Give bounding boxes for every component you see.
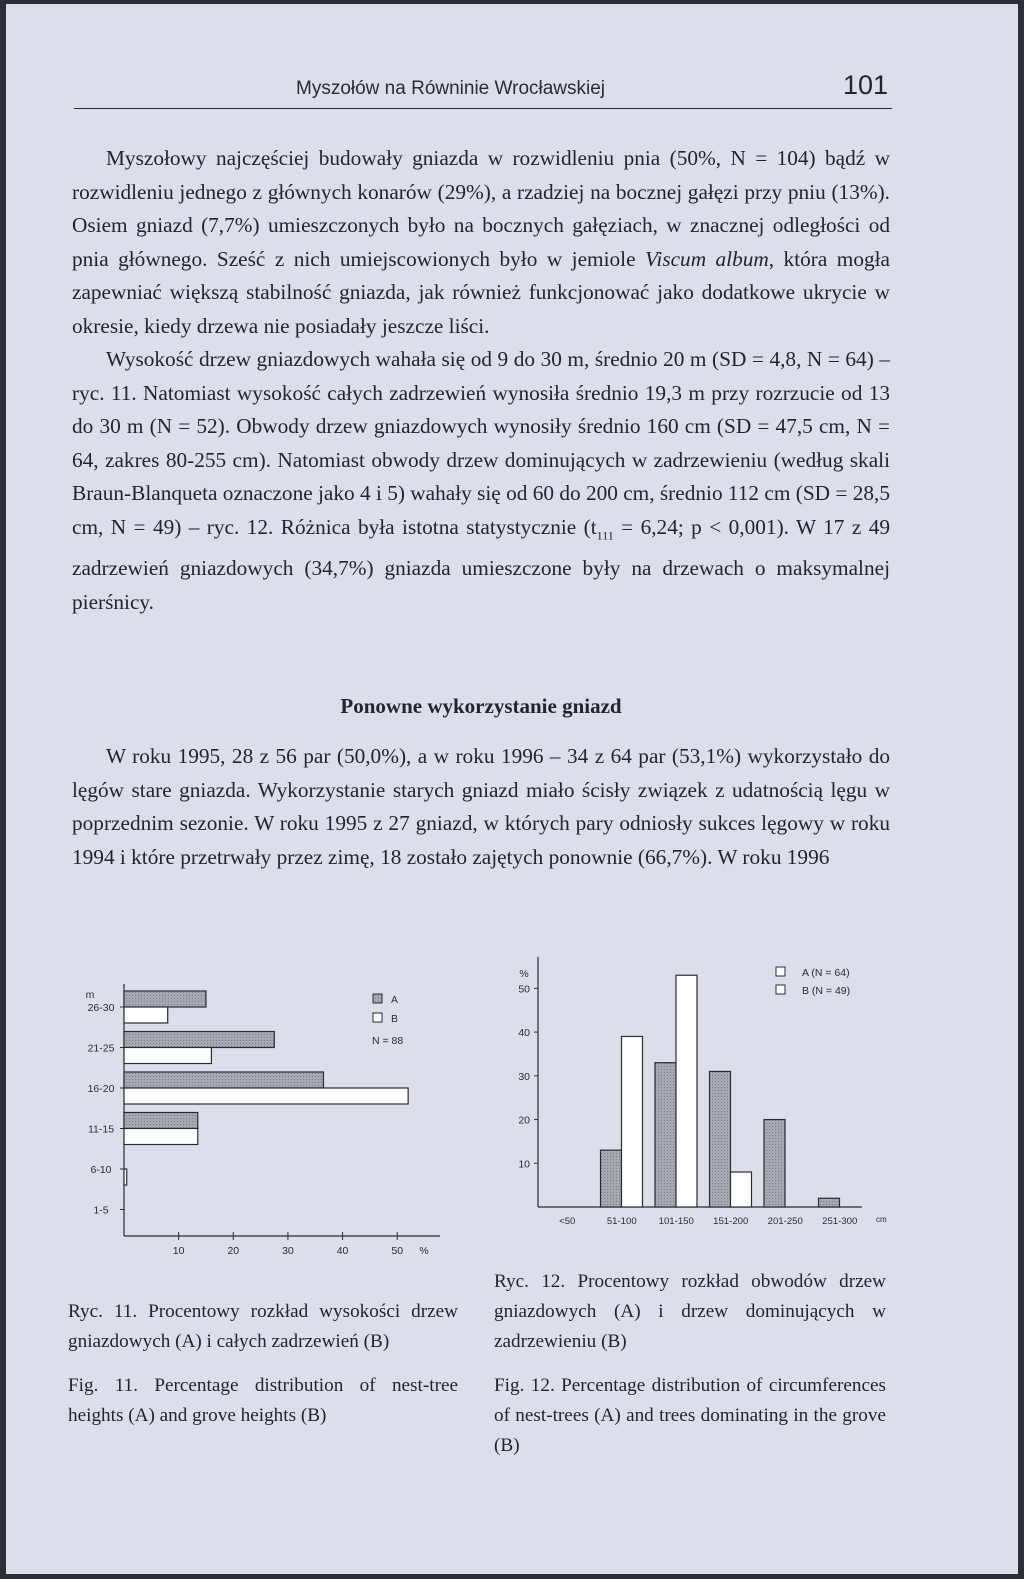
bar-series-a bbox=[601, 1150, 622, 1207]
x-tick-label: <50 bbox=[559, 1216, 576, 1227]
bar-series-b bbox=[731, 1172, 752, 1207]
y-tick-label: 11-15 bbox=[87, 1123, 115, 1136]
bar-series-b bbox=[124, 1129, 198, 1145]
legend-label-a: A (N = 64) bbox=[802, 967, 850, 979]
x-tick-label: 20 bbox=[227, 1245, 240, 1257]
y-tick-label: 26-30 bbox=[87, 1002, 115, 1014]
x-tick-label: 10 bbox=[172, 1245, 185, 1257]
legend-swatch-a bbox=[776, 967, 785, 976]
bar-series-b bbox=[676, 975, 697, 1207]
x-axis-unit-label: cm bbox=[876, 1215, 887, 1224]
bar-series-a bbox=[124, 1032, 274, 1048]
bar-series-b bbox=[124, 1169, 127, 1185]
bar-series-a bbox=[710, 1071, 731, 1207]
x-tick-label: 201-250 bbox=[767, 1216, 803, 1227]
species-name: Viscum album bbox=[644, 246, 769, 271]
y-tick-label: 30 bbox=[518, 1070, 530, 1083]
paragraph-2-text: Wysokość drzew gniazdowych wahała się od 9 do 30 m, średnio 20 m (SD = 4,8, N = 64) – ryc. 11. Natomiast wysokość całych zadrzewień wynosiła średnio 19,3 m przy rozrzucie od 13 do 30 m (N = 52). Obwody drzew gniazdowych wynosiły średnio 160 cm (SD = 47,5 cm, N = 64, zakres 80-255 cm). Natomiast obwody drzew dominujących w zadrzewieniu (według skali Braun-Blanqueta oznaczone jako 4 i 5) wahały się od 60 do 200 cm, średnio 112 cm (SD = 28,5 cm, N = 49) – ryc. 12. Różnica była istotna statystycznie (t bbox=[72, 347, 890, 539]
bar-series-b bbox=[124, 1007, 168, 1023]
page-number: 101 bbox=[842, 70, 888, 100]
y-axis-unit-label: m bbox=[85, 989, 95, 1001]
running-head-title: Myszołów na Równinie Wrocławskiej bbox=[296, 78, 606, 99]
figure-12-caption bbox=[494, 1267, 886, 1461]
figure-11-caption bbox=[68, 1297, 458, 1431]
y-tick-label: 1-5 bbox=[93, 1204, 109, 1217]
paragraph-1-end: , która mogła zapewniać większą stabilność gniazda, jak również funkcjonować jako dodatkowe ukrycie w okresie, kiedy drzewa nie posiadały jeszcze liści. bbox=[72, 246, 890, 338]
bar-series-a bbox=[124, 991, 206, 1007]
x-tick-label: 50 bbox=[391, 1245, 404, 1257]
paragraph-3: W roku 1995, 28 z 56 par (50,0%), a w roku 1996 – 34 z 64 par (53,1%) wykorzystało do lęgów stare gniazda. Wykorzystanie starych gniazd miało ścisły związek z udatnością lęgu w poprzednim sezonie. W roku 1995 z 27 gniazd, w których pary odniosły sukces lęgowy w roku 1994 i które przetrwały przez zimę, 18 zostało zajętych ponownie (66,7%). W roku 1996 bbox=[72, 744, 890, 869]
y-tick-label: 50 bbox=[518, 983, 530, 996]
x-tick-label: 40 bbox=[336, 1245, 349, 1257]
page bbox=[6, 4, 1018, 1574]
legend-label-b: B bbox=[391, 1013, 399, 1025]
y-axis-unit-label: % bbox=[519, 968, 529, 980]
legend-swatch-b bbox=[373, 1013, 382, 1022]
body-text bbox=[72, 142, 890, 619]
bar-series-b bbox=[124, 1088, 408, 1104]
legend-label-b: B (N = 49) bbox=[802, 985, 851, 997]
y-tick-label: 20 bbox=[518, 1114, 530, 1127]
x-tick-label: 30 bbox=[282, 1245, 294, 1257]
figure-12-chart bbox=[490, 949, 890, 1234]
legend-swatch-b bbox=[776, 985, 785, 994]
y-tick-label: 6-10 bbox=[90, 1164, 112, 1176]
paragraph-2-end: = 6,24; p < 0,001). W 17 z 49 zadrzewień gniazdowych (34,7%) gniazda umieszczone były na drzewach o maksymalnej pierśnicy. bbox=[72, 514, 890, 614]
x-axis-unit-label: % bbox=[419, 1245, 429, 1257]
x-tick-label: 101-150 bbox=[658, 1216, 694, 1227]
bar-series-b bbox=[622, 1036, 643, 1207]
legend-label-a: A bbox=[391, 994, 399, 1006]
section-title: Ponowne wykorzystanie gniazd bbox=[340, 694, 622, 718]
figure-11-caption-en: Fig. 11. Percentage distribution of nest-tree heights (A) and grove heights (B) bbox=[68, 1375, 458, 1426]
paragraph-1-text: Myszołowy najczęściej budowały gniazda w rozwidleniu pnia (50%, N = 104) bądź w rozwidleniu jednego z głównych konarów (29%), a rzadziej na bocznej gałęzi przy pniu (13%). Osiem gniazd (7,7%) umieszczonych było na bocznych gałęziach, w znacznej odległości od pnia głównego. Sześć z nich umiejscowionych było w jemiole bbox=[72, 146, 890, 271]
legend-swatch-a bbox=[373, 994, 382, 1003]
paragraph-1 bbox=[72, 142, 890, 343]
bar-series-a bbox=[764, 1120, 785, 1207]
y-tick-label: 21-25 bbox=[87, 1042, 115, 1055]
y-tick-label: 10 bbox=[518, 1158, 530, 1171]
bar-series-b bbox=[124, 1048, 211, 1064]
legend-n-label: N = 88 bbox=[372, 1035, 404, 1047]
bar-series-a bbox=[124, 1113, 198, 1129]
x-tick-label: 251-300 bbox=[822, 1216, 858, 1227]
y-tick-label: 40 bbox=[518, 1027, 530, 1040]
x-tick-label: 151-200 bbox=[713, 1216, 749, 1227]
running-head bbox=[74, 66, 892, 109]
bar-series-a bbox=[819, 1198, 840, 1207]
paragraph-2 bbox=[72, 343, 890, 619]
bar-series-a bbox=[655, 1063, 676, 1207]
figure-12-caption-en: Fig. 12. Percentage distribution of circumferences of nest-trees (A) and trees dominating in the grove (B) bbox=[494, 1375, 886, 1456]
y-tick-label: 16-20 bbox=[87, 1083, 115, 1095]
figure-12-caption-pl: Ryc. 12. Procentowy rozkład obwodów drzew gniazdowych (A) i drzew dominujących w zadrzewieniu (B) bbox=[494, 1271, 886, 1352]
figure-11-chart bbox=[60, 974, 450, 1264]
t-subscript: 111 bbox=[596, 527, 614, 542]
figure-11-caption-pl: Ryc. 11. Procentowy rozkład wysokości drzew gniazdowych (A) i całych zadrzewień (B) bbox=[68, 1301, 458, 1352]
body-text-2 bbox=[72, 740, 890, 874]
bar-series-a bbox=[124, 1072, 323, 1088]
x-tick-label: 51-100 bbox=[606, 1216, 637, 1227]
